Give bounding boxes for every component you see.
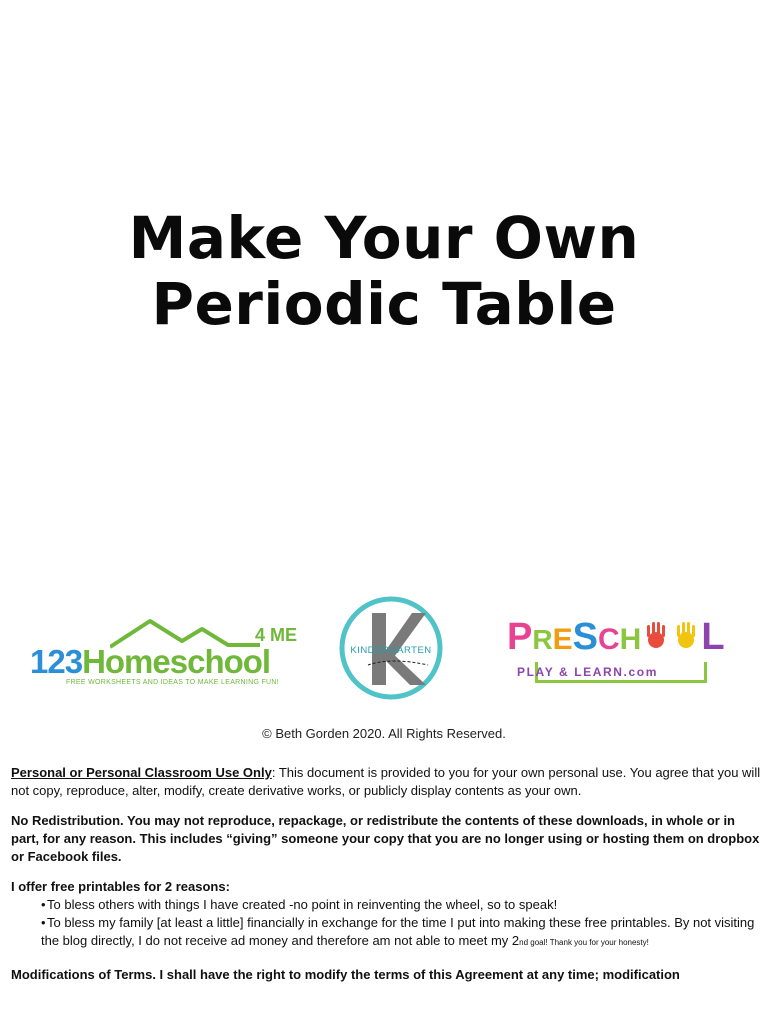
document-title	[0, 205, 768, 337]
list-item	[41, 896, 761, 914]
handprint-icon	[671, 621, 701, 651]
modifications-paragraph: Modifications of Terms. I shall have the right to modify the terms of this Agreement at any time; modification	[11, 967, 680, 982]
preschool-letter: R	[532, 624, 553, 655]
bullet-icon: •	[41, 897, 46, 912]
preschool-logo	[505, 615, 725, 690]
title-line-1: Make Your Own	[128, 204, 640, 272]
preschool-letter: E	[552, 623, 573, 656]
preschool-letter: C	[597, 623, 620, 656]
reason-2-end: nd goal! Thank you for your honesty!	[519, 938, 649, 947]
personal-use-heading: Personal or Personal Classroom Use Only	[11, 765, 272, 780]
kindergarten-word: KINDERGARTEN	[350, 645, 432, 656]
logo-row	[0, 590, 768, 710]
reasons-heading: I offer free printables for 2 reasons:	[11, 879, 230, 894]
terms-of-use	[11, 764, 761, 996]
preschool-letter: P	[507, 616, 533, 658]
preschool-subtitle: PLAY & LEARN.com	[517, 665, 658, 679]
reasons-section	[11, 878, 761, 952]
homeschool-tagline: FREE WORKSHEETS AND IDEAS TO MAKE LEARNING FUN!	[66, 679, 279, 686]
redistribution-paragraph: No Redistribution. You may not reproduce, repackage, or redistribute the contents of these downloads, in whole or in part, for any reason. This includes “giving” someone your copy that you are no longer using or hosting them on dropbox or Facebook files.	[11, 813, 760, 864]
personal-use-paragraph	[11, 764, 761, 800]
homeschool-logo	[30, 615, 315, 685]
bullet-icon: •	[41, 915, 46, 930]
reasons-list	[11, 896, 761, 952]
reason-2: To bless my family [at least a little] financially in exchange for the time I put into making these free printables. By not visiting the blog directly, I do not receive ad money and therefore am not able to meet my	[41, 915, 755, 948]
copyright-notice: © Beth Gorden 2020. All Rights Reserved.	[262, 726, 506, 741]
homeschool-suffix: 4 ME	[255, 625, 298, 645]
homeschool-number: 123	[30, 643, 83, 680]
preschool-letter: S	[572, 616, 598, 658]
personal-use-body: : This document is provided to you for your own personal use. You agree that you will not copy, reproduce, alter, modify, create derivative works, or publicly display contents as your own.	[11, 765, 761, 798]
handprint-icon	[641, 621, 671, 651]
preschool-letter: L	[701, 616, 725, 658]
preschool-letter: H	[619, 623, 642, 656]
list-item	[41, 914, 761, 952]
title-line-2: Periodic Table	[151, 270, 617, 338]
homeschool-word: Homeschool	[82, 643, 271, 680]
homeschool-wordmark	[30, 643, 270, 681]
reason-2-end-number: 2	[511, 933, 520, 948]
reason-1: To bless others with things I have created -no point in reinventing the wheel, so to speak!	[47, 897, 558, 912]
preschool-wordmark	[507, 615, 727, 662]
kindergarten-logo	[338, 595, 444, 701]
